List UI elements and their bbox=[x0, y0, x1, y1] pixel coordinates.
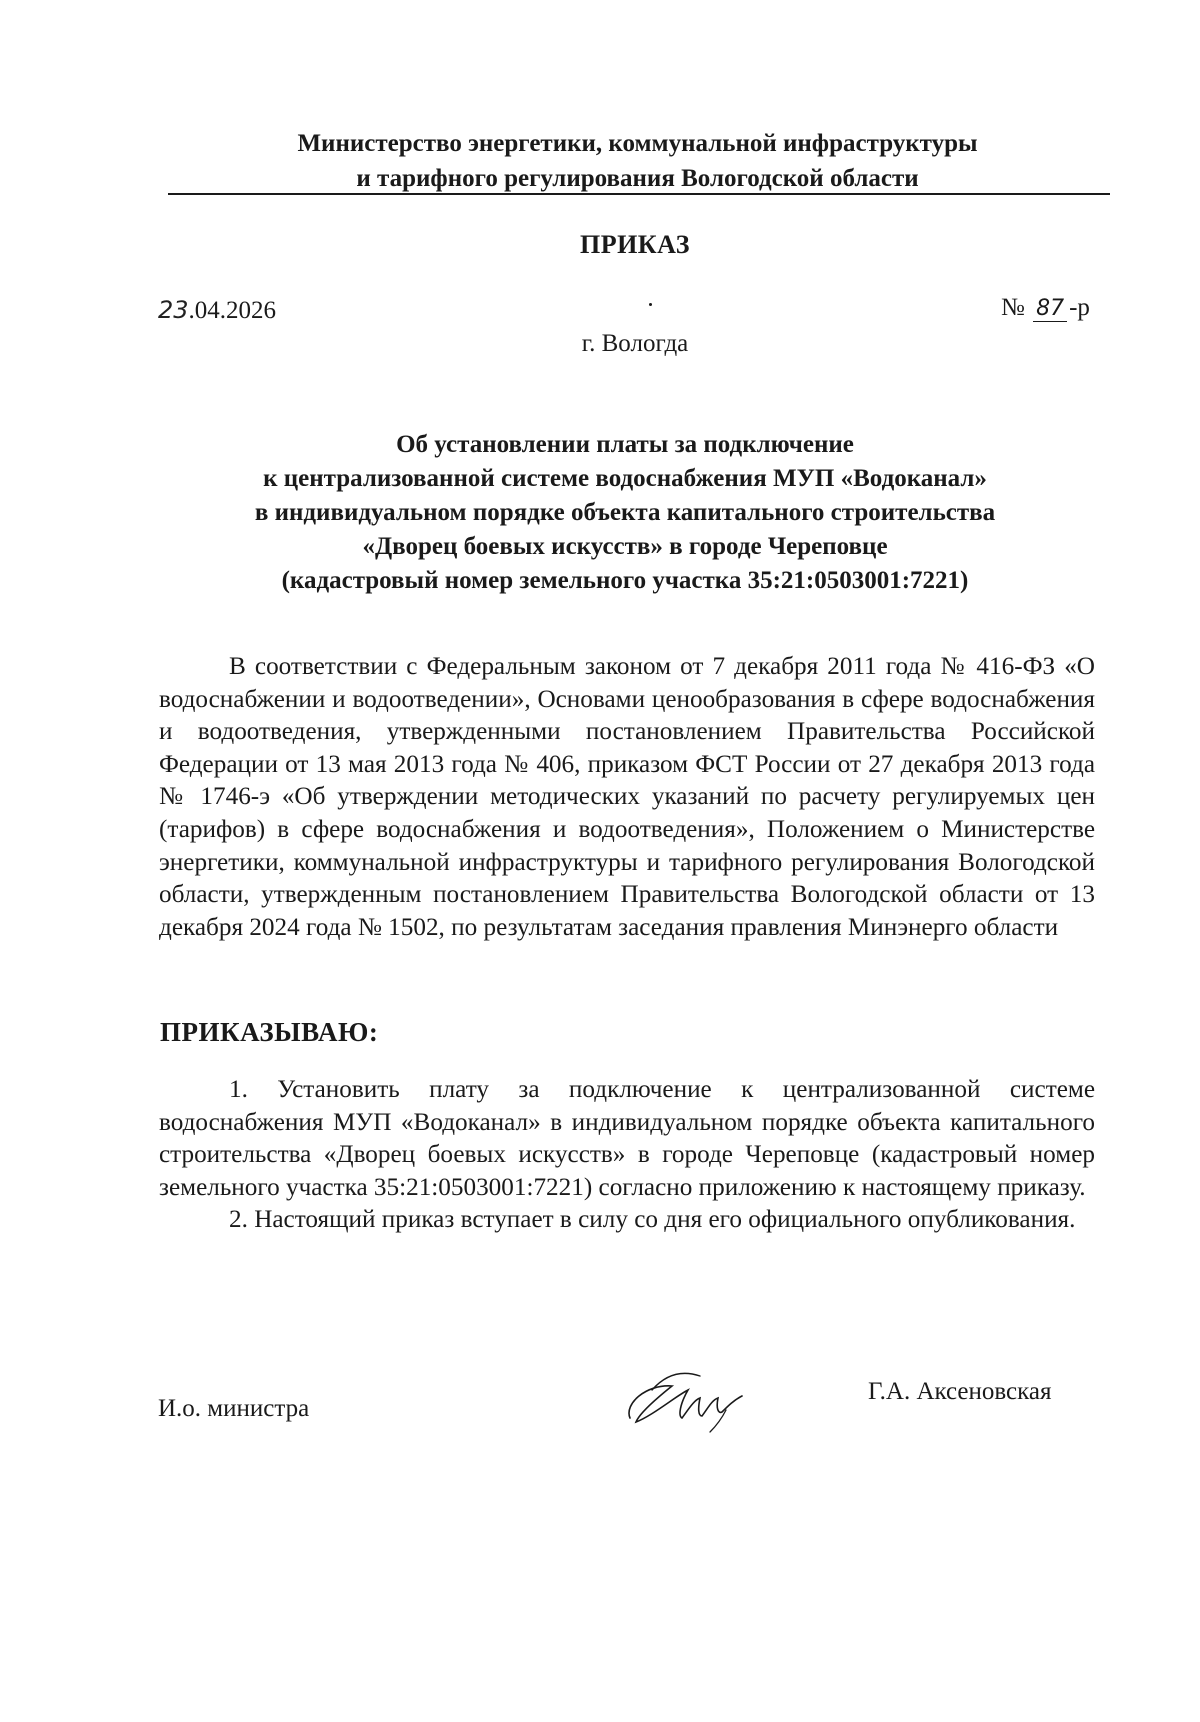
order-title: ПРИКАЗ bbox=[579, 230, 691, 259]
number-suffix: -р bbox=[1069, 294, 1090, 321]
ministry-name-line-1: Министерство энергетики, коммунальной инфраструктуры bbox=[297, 130, 978, 157]
order-item: 1. Установить плату за подключение к централизованной системе водоснабжения МУП «Водоканал» в индивидуальном порядке объекта капитального строительства «Дворец боевых искусств» в городе Череповце (кадастровый номер земельного участка 35:21:0503001:7221) согласно приложению к настоящему приказу. bbox=[159, 1076, 1095, 1201]
signatory-role: И.о. министра bbox=[158, 1395, 310, 1422]
city: г. Вологда bbox=[581, 330, 689, 357]
preamble bbox=[159, 651, 1095, 944]
subject-line: «Дворец боевых искусств» в городе Череповце bbox=[362, 533, 888, 560]
order-number bbox=[1001, 294, 1090, 322]
handwritten-day: 23 bbox=[158, 296, 189, 324]
order-date bbox=[158, 296, 276, 325]
preamble-paragraph: В соответствии с Федеральным законом от 7 декабря 2011 года № 416-ФЗ «О водоснабжении и водоотведении», Основами ценообразования в сфере водоснабжения и водоотведения, утвержденными постановлением Правительства Российской Федерации от 13 мая 2013 года № 406, приказом ФСТ России от 27 декабря 2013 года № 1746-э «Об утверждении методических указаний по расчету регулируемых цен (тарифов) в сфере водоснабжения и водоотведения», Положением о Министерстве энергетики, коммунальной инфраструктуры и тарифного регулирования Вологодской области, утвержденным постановлением Правительства Вологодской области от 13 декабря 2024 года № 1502, по результатам заседания правления Минэнерго области bbox=[159, 653, 1095, 941]
order-items bbox=[159, 1074, 1095, 1237]
header-divider bbox=[168, 193, 1110, 195]
order-subject bbox=[150, 428, 1100, 598]
handwritten-number: 87 bbox=[1033, 297, 1067, 322]
center-dot bbox=[649, 303, 652, 306]
order-item: 2. Настоящий приказ вступает в силу со дня его официального опубликования. bbox=[229, 1206, 1076, 1234]
decree-word: ПРИКАЗЫВАЮ: bbox=[160, 1017, 379, 1047]
date-month-year: .04.2026 bbox=[188, 297, 277, 324]
ministry-name-line-2: и тарифного регулирования Вологодской области bbox=[356, 165, 919, 192]
signatory-name: Г.А. Аксеновская bbox=[868, 1378, 1052, 1405]
number-sign: № bbox=[1001, 294, 1025, 321]
handwritten-signature bbox=[622, 1360, 752, 1434]
subject-line: Об установлении платы за подключение bbox=[396, 431, 854, 458]
subject-line: к централизованной системе водоснабжения МУП «Водоканал» bbox=[263, 465, 987, 492]
subject-line: (кадастровый номер земельного участка 35:21:0503001:7221) bbox=[281, 567, 969, 594]
subject-line: в индивидуальном порядке объекта капитального строительства bbox=[254, 499, 996, 526]
ministry-header bbox=[165, 126, 1110, 196]
